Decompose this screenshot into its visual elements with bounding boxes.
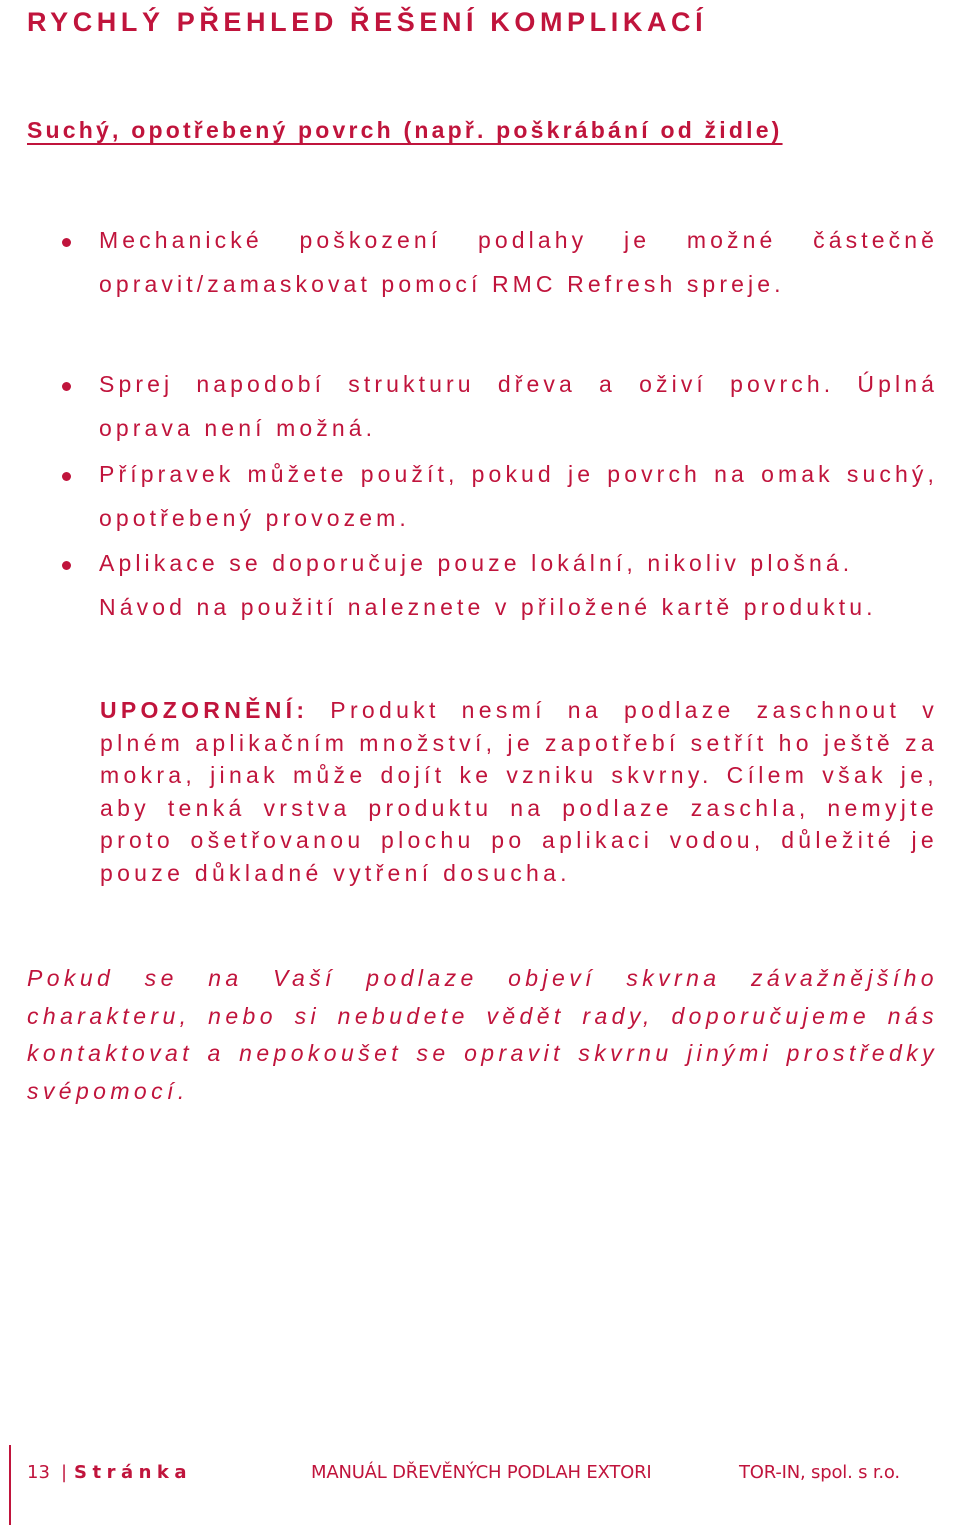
bullet-dot-icon — [62, 382, 71, 391]
list-item-text: Sprej napodobí strukturu dřeva a oživí povrch. Úplná oprava není možná. — [99, 371, 938, 441]
warning-text: Produkt nesmí na podlaze zaschnout v plném aplikačním množství, je zapotřebí setřít ho ještě za mokra, jinak může dojít ke vzniku skvrny. Cílem však je, aby tenká vrstva produktu na podlaze zaschla, nemyjte proto ošetřovanou plochu po aplikaci vodou, důležité je pouze důkladné vytření dosucha. — [100, 697, 938, 886]
contact-note: Pokud se na Vaší podlaze objeví skvrna závažnějšího charakteru, nebo si nebudete vědět rady, doporučujeme nás kontaktovat a nepokoušet se opravit skvrnu jinými prostředky svépomocí. — [27, 965, 938, 1104]
page-label: Stránka — [74, 1462, 193, 1483]
list-item-text: Přípravek můžete použít, pokud je povrch na omak suchý, opotřebený provozem. — [99, 461, 938, 531]
page-number: 13 — [27, 1462, 50, 1483]
bullet-dot-icon — [62, 472, 71, 481]
bullet-dot-icon — [62, 238, 71, 247]
page-footer — [27, 1458, 927, 1488]
footer-divider — [9, 1445, 11, 1525]
bullet-dot-icon — [62, 561, 71, 570]
section-subheading: Suchý, opotřebený povrch (např. poškrábání od židle) — [27, 117, 783, 143]
warning-note — [100, 694, 938, 890]
list-item-text: Mechanické poškození podlahy je možné částečně opravit/zamaskovat pomocí RMC Refresh spreje. — [99, 227, 938, 297]
footer-separator: | — [61, 1462, 68, 1483]
page-title: RYCHLÝ PŘEHLED ŘEŠENÍ KOMPLIKACÍ — [27, 7, 708, 37]
list-item-text: Aplikace se doporučuje pouze lokální, nikoliv plošná. Návod na použití naleznete v přiložené kartě produktu. — [99, 550, 877, 620]
warning-label: UPOZORNĚNÍ: — [100, 697, 309, 723]
manual-title: MANUÁL DŘEVĚNÝCH PODLAH EXTORI — [311, 1462, 652, 1483]
company-name: TOR-IN, spol. s r.o. — [739, 1462, 900, 1483]
